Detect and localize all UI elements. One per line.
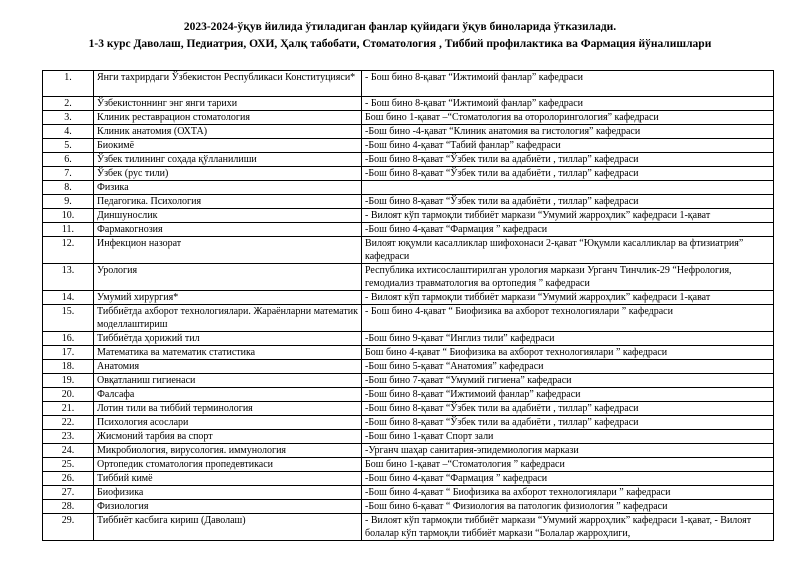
table-row (43, 125, 774, 139)
subject-name: Математика ва математик статистика (94, 346, 362, 360)
subject-name: Фармакогнозия (94, 223, 362, 237)
table-row (43, 153, 774, 167)
subject-name: Янги тахрирдаги Ўзбекистон Республикаси Конституцияси* (94, 71, 362, 97)
table-row (43, 402, 774, 416)
table-row (43, 486, 774, 500)
subject-name: Ўзбек тилининг соҳада қўлланилиши (94, 153, 362, 167)
subject-name: Урология (94, 264, 362, 291)
subject-location: Бош бино 1-қават –“Стоматология ва оторолорингология” кафедраси (362, 111, 774, 125)
document-title: 2023-2024-ўқув йилида ўтиладиган фанлар қуйидаги ўқув биноларида ўтказилади. (183, 21, 617, 33)
subject-location: -Бош бино 4-қават “Фармация ” кафедраси (362, 223, 774, 237)
table-row (43, 167, 774, 181)
subject-location: Бош бино 4-қават “ Биофизика ва ахборот технологиялари ” кафедраси (362, 346, 774, 360)
subject-location: -Бош бино 4-қават “ Биофизика ва ахборот технологиялари ” кафедраси (362, 486, 774, 500)
row-number: 14. (43, 291, 94, 305)
subject-location: - Бош бино 8-қават “Ижтимоий фанлар” кафедраси (362, 71, 774, 97)
subject-name: Биофизика (94, 486, 362, 500)
table-row (43, 346, 774, 360)
row-number: 24. (43, 444, 94, 458)
subject-location: - Бош бино 4-қават “ Биофизика ва ахборот технологиялари ” кафедраси (362, 305, 774, 332)
subject-location (362, 181, 774, 195)
subject-name: Педагогика. Психология (94, 195, 362, 209)
subject-location: -Бош бино 1-қават Спорт зали (362, 430, 774, 444)
table-row (43, 332, 774, 346)
table-row (43, 209, 774, 223)
subject-name: Физиология (94, 500, 362, 514)
subject-location: Бош бино 1-қават –“Стоматология ” кафедраси (362, 458, 774, 472)
table-row (43, 416, 774, 430)
subject-location: -Бош бино 8-қават “Ўзбек тили ва адабиёти , тиллар” кафедраси (362, 416, 774, 430)
table-row (43, 71, 774, 97)
row-number: 7. (43, 167, 94, 181)
subject-name: Тиббиёт касбига кириш (Даволаш) (94, 514, 362, 541)
subject-name: Клиник анатомия (ОХТА) (94, 125, 362, 139)
row-number: 12. (43, 237, 94, 264)
subject-location: -Урганч шаҳар санитария-эпидемиология маркази (362, 444, 774, 458)
row-number: 9. (43, 195, 94, 209)
subject-name: Биокимё (94, 139, 362, 153)
subject-name: Диншунослик (94, 209, 362, 223)
row-number: 3. (43, 111, 94, 125)
table-row (43, 111, 774, 125)
table-row (43, 458, 774, 472)
table-row (43, 181, 774, 195)
table-row (43, 195, 774, 209)
subject-name: Физика (94, 181, 362, 195)
row-number: 6. (43, 153, 94, 167)
subject-location: -Бош бино 8-қават “Ўзбек тили ва адабиёти , тиллар” кафедраси (362, 153, 774, 167)
subject-name: Инфекцион назорат (94, 237, 362, 264)
subject-location: -Бош бино 6-қават “ Физиология ва патологик физиология ” кафедраси (362, 500, 774, 514)
table-row (43, 374, 774, 388)
row-number: 11. (43, 223, 94, 237)
subject-location: -Бош бино 5-қават “Анатомия” кафедраси (362, 360, 774, 374)
subject-name: Тиббиётда ҳорижий тил (94, 332, 362, 346)
table-row (43, 444, 774, 458)
row-number: 27. (43, 486, 94, 500)
row-number: 26. (43, 472, 94, 486)
row-number: 17. (43, 346, 94, 360)
table-row (43, 139, 774, 153)
row-number: 20. (43, 388, 94, 402)
subject-location: - Бош бино 8-қават “Ижтимоий фанлар” кафедраси (362, 97, 774, 111)
table-row (43, 305, 774, 332)
subject-location: Вилоят юқумли касалликлар шифохонаси 2-қават “Юқумли касалликлар ва фтизиатрия” кафедраси (362, 237, 774, 264)
subject-name: Микробиология, вирусология. иммунология (94, 444, 362, 458)
subject-location: - Вилоят кўп тармоқли тиббиёт маркази “Умумий жарроҳлик” кафедраси 1-қават (362, 291, 774, 305)
subject-name: Ўзбек (рус тили) (94, 167, 362, 181)
row-number: 13. (43, 264, 94, 291)
row-number: 29. (43, 514, 94, 541)
subject-location: - Вилоят кўп тармоқли тиббиёт маркази “Умумий жарроҳлик” кафедраси 1-қават, - Вилоят болалар кўп тармоқли тиббиёт маркази “Болалар жарроҳлиги, (362, 514, 774, 541)
row-number: 1. (43, 71, 94, 97)
subject-location: -Бош бино 8-қават “Ижтимоий фанлар” кафедраси (362, 388, 774, 402)
subject-name: Овқатланиш гигиенаси (94, 374, 362, 388)
row-number: 5. (43, 139, 94, 153)
row-number: 23. (43, 430, 94, 444)
subject-name: Психология асослари (94, 416, 362, 430)
subject-location: -Бош бино 4-қават “Табий фанлар” кафедраси (362, 139, 774, 153)
table-row (43, 500, 774, 514)
subject-location: Республика ихтисослаштирилган урология маркази Урганч Тинчлик-29 “Нефрология, гемодиализ травматология ва ортопедия ” кафедраси (362, 264, 774, 291)
subjects-table-body (43, 71, 774, 541)
table-row (43, 223, 774, 237)
subject-name: Фалсафа (94, 388, 362, 402)
subject-name: Клиник реставрацион стоматология (94, 111, 362, 125)
subject-location: - Вилоят кўп тармоқли тиббиёт маркази “Умумий жарроҳлик” кафедраси 1-қават (362, 209, 774, 223)
row-number: 2. (43, 97, 94, 111)
subjects-table (42, 70, 774, 541)
subject-location: -Бош бино 7-қават “Умумий гигиена” кафедраси (362, 374, 774, 388)
subject-name: Тиббиётда ахборот технологиялари. Жараёнларни математик моделлаштириш (94, 305, 362, 332)
subject-location: -Бош бино 8-қават “Ўзбек тили ва адабиёти , тиллар” кафедраси (362, 167, 774, 181)
row-number: 4. (43, 125, 94, 139)
table-row (43, 264, 774, 291)
subject-name: Умумий хирургия* (94, 291, 362, 305)
row-number: 10. (43, 209, 94, 223)
row-number: 21. (43, 402, 94, 416)
row-number: 18. (43, 360, 94, 374)
row-number: 15. (43, 305, 94, 332)
table-row (43, 514, 774, 541)
subject-location: -Бош бино 8-қават “Ўзбек тили ва адабиёти , тиллар” кафедраси (362, 402, 774, 416)
subject-location: -Бош бино 9-қават “Инглиз тили” кафедраси (362, 332, 774, 346)
subject-location: -Бош бино 8-қават “Ўзбек тили ва адабиёти , тиллар” кафедраси (362, 195, 774, 209)
table-row (43, 360, 774, 374)
subject-location: -Бош бино -4-қават “Клиник анатомия ва гистология” кафедраси (362, 125, 774, 139)
table-row (43, 472, 774, 486)
table-row (43, 237, 774, 264)
subject-name: Ўзбекистоннинг энг янги тарихи (94, 97, 362, 111)
subject-name: Анатомия (94, 360, 362, 374)
row-number: 28. (43, 500, 94, 514)
table-row (43, 388, 774, 402)
row-number: 19. (43, 374, 94, 388)
subject-location: -Бош бино 4-қават “Фармация ” кафедраси (362, 472, 774, 486)
row-number: 25. (43, 458, 94, 472)
table-row (43, 97, 774, 111)
row-number: 8. (43, 181, 94, 195)
subject-name: Лотин тили ва тиббий терминология (94, 402, 362, 416)
document-subtitle: 1-3 курс Даволаш, Педиатрия, ОХИ, Ҳалқ табобати, Стоматология , Тиббий профилактика ва Фармация йўналишлари (88, 38, 712, 50)
subject-name: Жисмоний тарбия ва спорт (94, 430, 362, 444)
subject-name: Тиббий кимё (94, 472, 362, 486)
table-row (43, 430, 774, 444)
row-number: 16. (43, 332, 94, 346)
row-number: 22. (43, 416, 94, 430)
subject-name: Ортопедик стоматология пропедевтикаси (94, 458, 362, 472)
table-row (43, 291, 774, 305)
